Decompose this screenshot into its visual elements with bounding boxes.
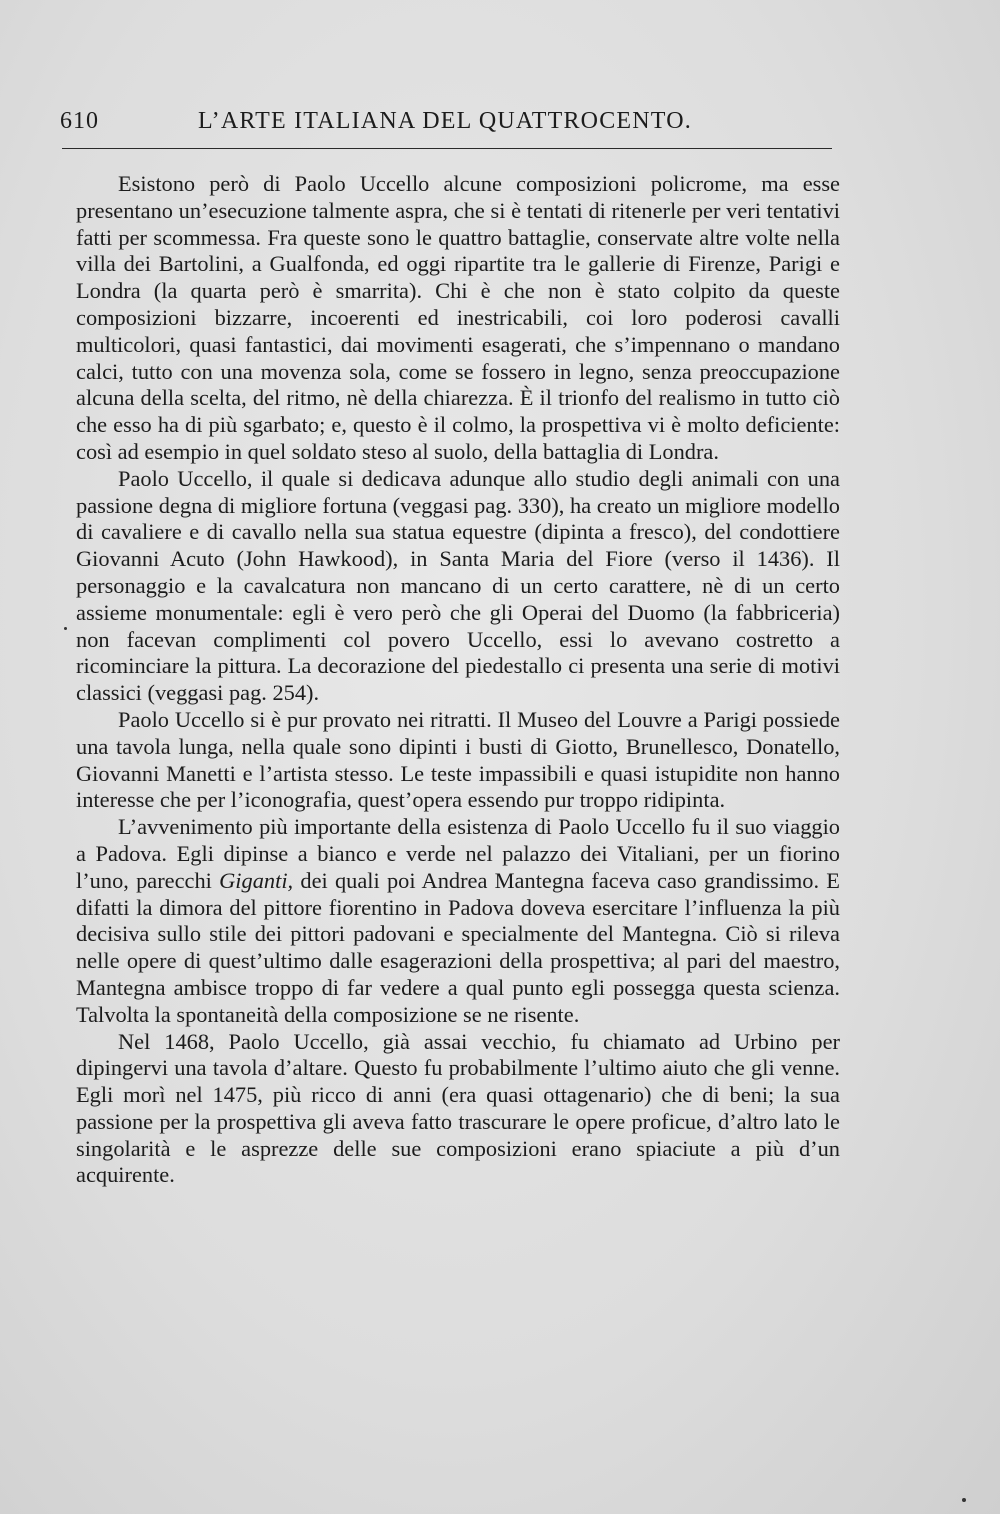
italic-giganti: Giganti, <box>219 867 294 893</box>
page-number: 610 <box>60 108 99 134</box>
running-title: L’ARTE ITALIANA DEL QUATTROCENTO. <box>198 108 692 134</box>
paragraph-composizioni-policrome: Esistono però di Paolo Uccello alcune composizioni policrome, ma esse presentano un’esecuzione talmente aspra, che si è tentati di ritenerle per veri tentativi fatti per scommessa. Fra queste sono le quattro battaglie, conservate altre volte nella villa dei Bartolini, a Gualfonda, ed oggi ripartite tra le gallerie di Firenze, Parigi e Londra (la quarta però è smarrita). Chi è che non è stato colpito da queste composizioni bizzarre, incoerenti ed inestricabili, coi loro poderosi cavalli multicolori, quasi fantastici, dai movimenti esagerati, che s’impennano o mandano calci, tutto con una movenza sola, come se fossero in legno, senza preoccupazione alcuna della scelta, del ritmo, nè della chiarezza. È il trionfo del realismo in tutto ciò che esso ha di più sgarbato; e, questo è il colmo, la prospettiva vi è molto deficiente: così ad esempio in quel soldato steso al suolo, della battaglia di Londra. <box>76 171 840 464</box>
paragraph-ritratti: Paolo Uccello si è pur provato nei ritratti. Il Museo del Louvre a Parigi possiede una tavola lunga, nella quale sono dipinti i busti di Giotto, Brunellesco, Donatello, Giovanni Manetti e l’artista stesso. Le teste impassibili e quasi istupidite non hanno interesse che per l’iconografia, quest’opera essendo pur troppo ridipinta. <box>76 706 840 813</box>
paragraph-viaggio-padova-end: dei quali poi Andrea Mantegna faceva caso grandissimo. E difatti la dimora del pittore fiorentino in Padova doveva esercitare l’influenza la più decisiva sullo stile dei pittori padovani e specialmente del Mantegna. Ciò si rileva nelle opere di quest’ultimo dalle esagerazioni della prospettiva; al pari del maestro, Mantegna ambisce troppo di far vedere a qual punto egli possegga questa scienza. Talvolta la spontaneità della composizione se ne risente. <box>76 867 840 1027</box>
paragraph-statua-equestre: Paolo Uccello, il quale si dedicava adunque allo studio degli animali con una passione degna di migliore fortuna (veggasi pag. 330), ha creato un migliore modello di cavaliere e di cavallo nella sua statua equestre (dipinta a fresco), del condottiere Giovanni Acuto (John Hawkood), in Santa Maria del Fiore (verso il 1436). Il personaggio e la cavalcatura non mancano di un certo carattere, nè di un certo assieme monumentale: egli è vero però che gli Operai del Duomo (la fabbriceria) non facevan complimenti col povero Uccello, essi lo avevano costretto a ricominciare la pittura. La decorazione del piedestallo ci presenta una serie di motivi classici (veggasi pag. 254). <box>76 465 840 706</box>
header-rule <box>62 148 832 149</box>
paragraph-viaggio-padova-start: L’avvenimento più importante della esistenza di Paolo Uccello fu il suo viaggio a Padova. Egli dipinse a bianco e verde nel palazzo dei Vitaliani, per un fiorino l’uno, parecchi <box>76 814 840 893</box>
page-header <box>60 108 840 148</box>
print-speck <box>64 627 67 630</box>
paragraph-urbino: Nel 1468, Paolo Uccello, già assai vecchio, fu chiamato ad Urbino per dipingervi una tavola d’altare. Questo fu probabilmente l’ultimo aiuto che gli venne. Egli morì nel 1475, più ricco di anni (era quasi ottagenario) che di beni; la sua passione per la prospettiva gli aveva fatto trascurare le opere proficue, d’altro lato le singolarità e le asprezze delle sue composizioni erano spiaciute a più d’un acquirente. <box>76 1028 840 1188</box>
body-text <box>76 171 840 1189</box>
paragraph-viaggio-padova <box>76 814 840 1028</box>
print-speck <box>962 1498 966 1502</box>
